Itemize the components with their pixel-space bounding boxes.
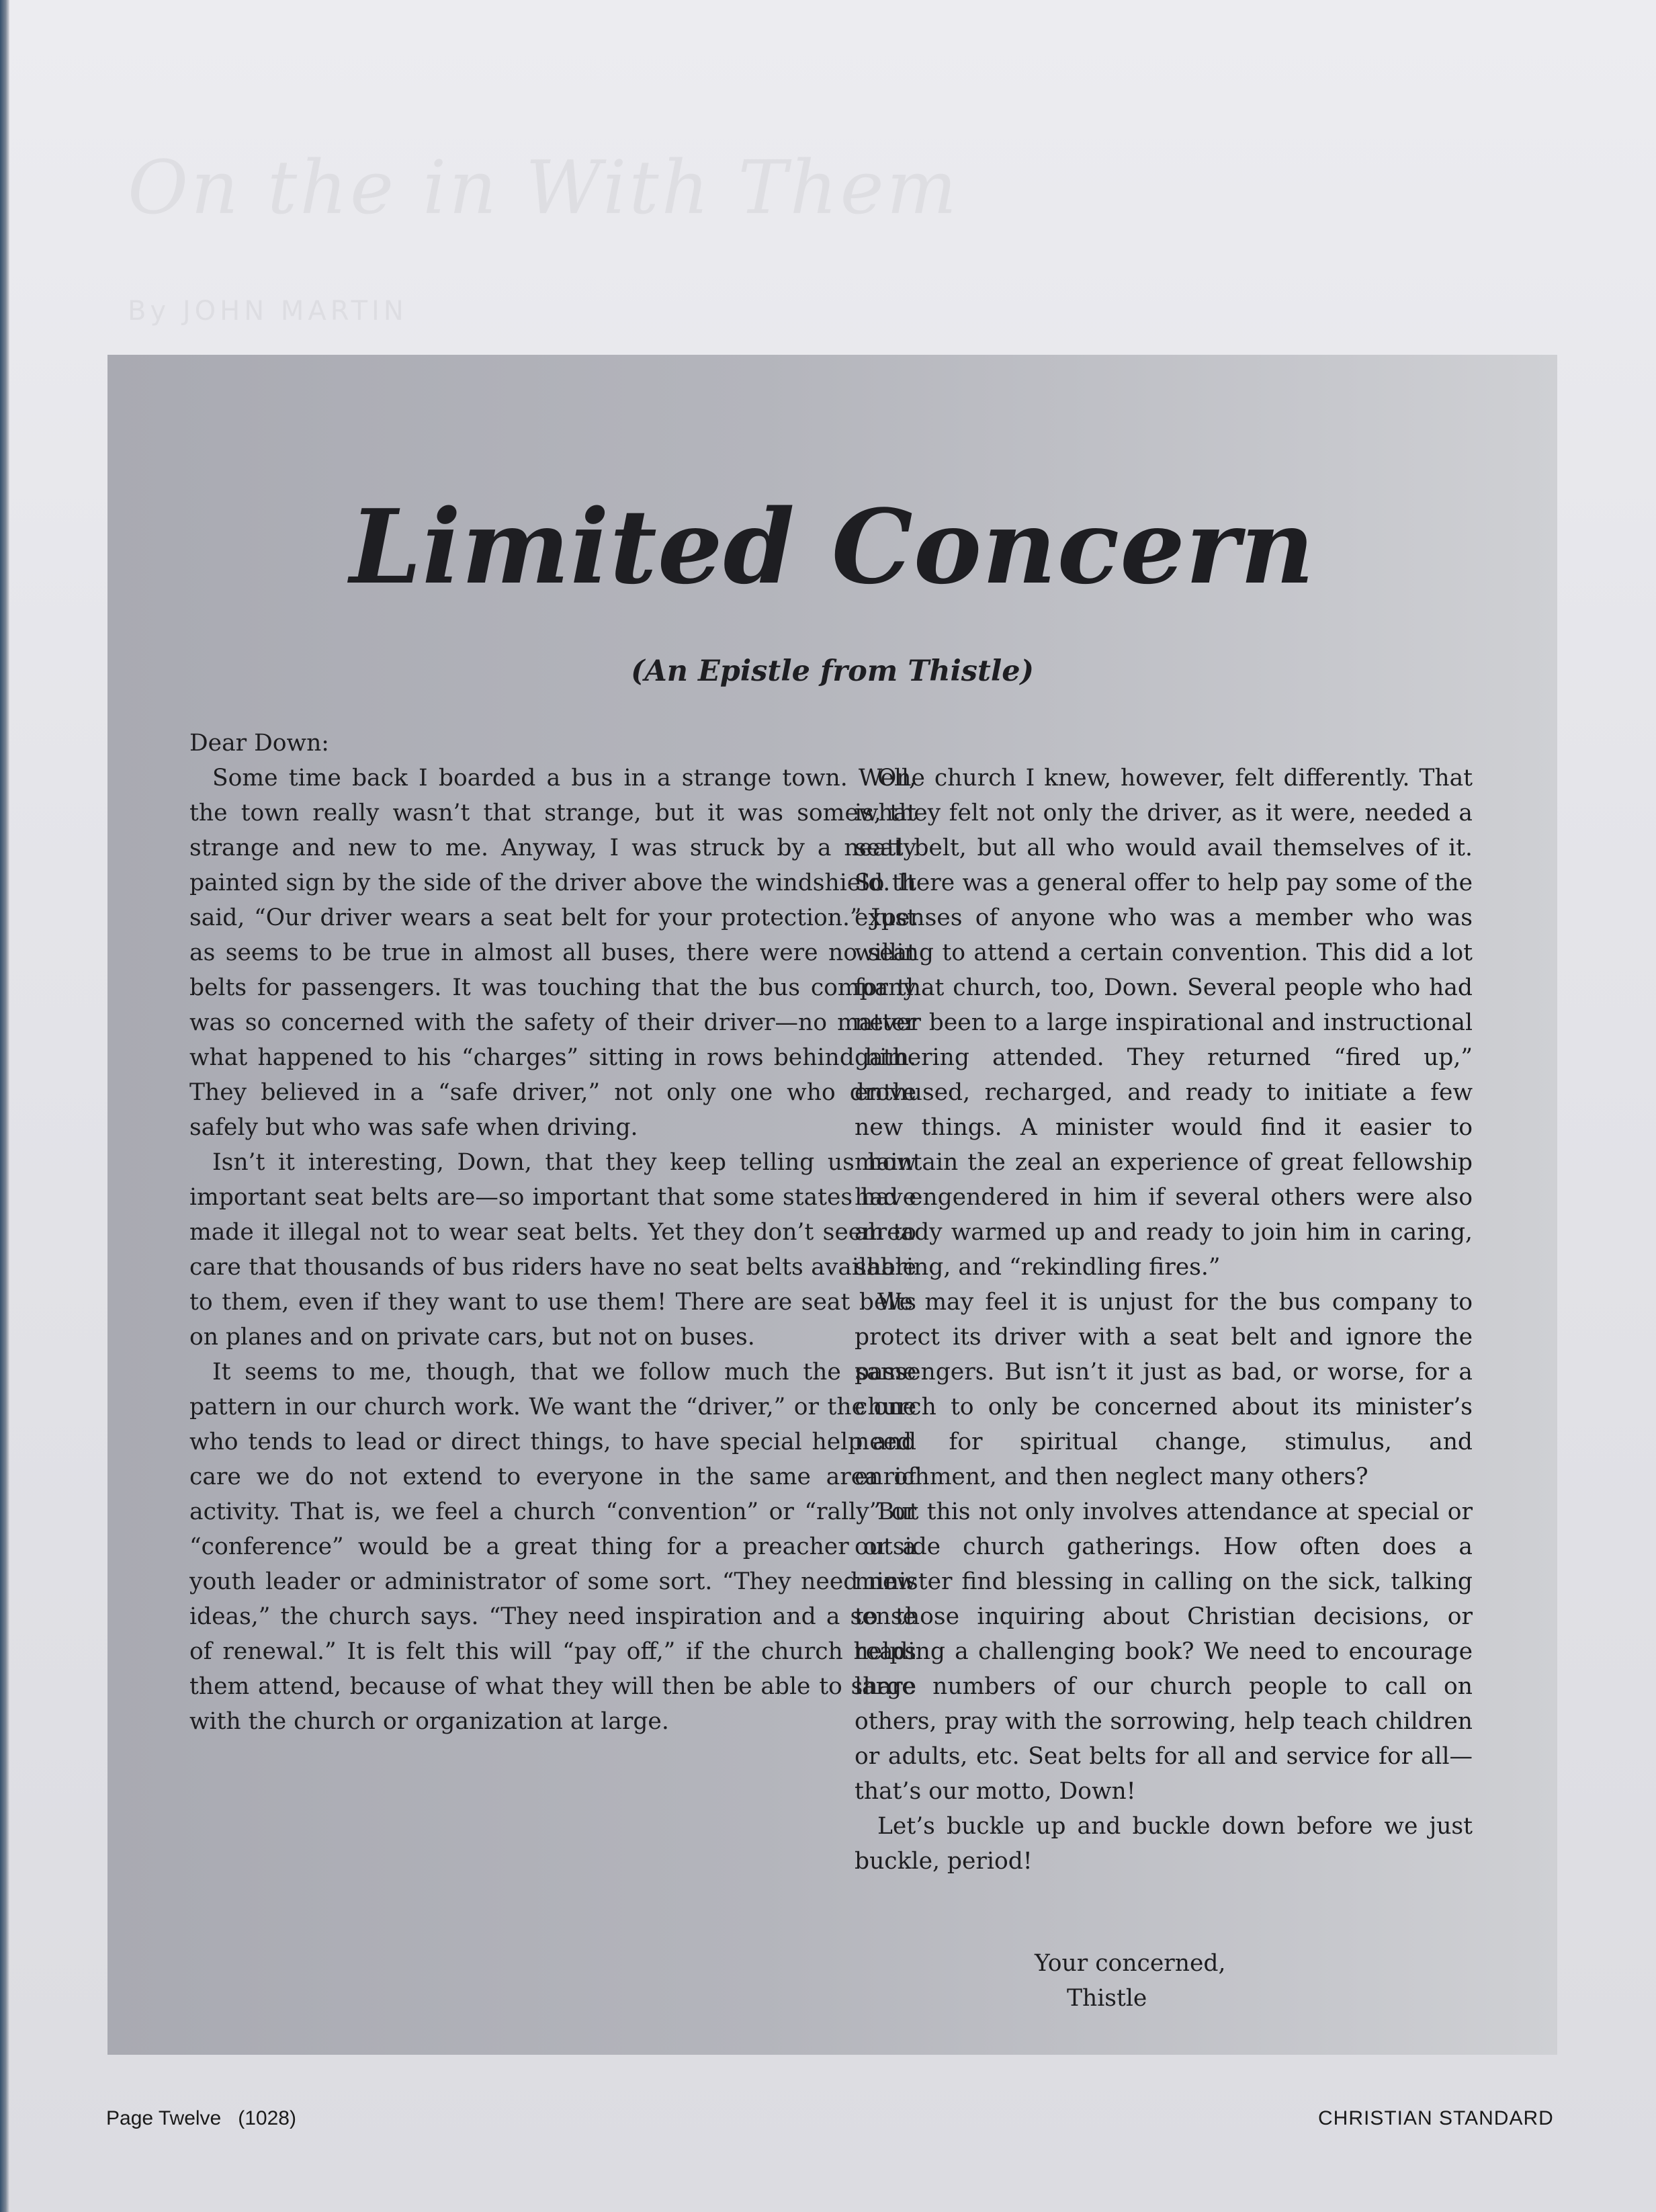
show-through-title: On the in With Them xyxy=(128,144,960,230)
body-paragraph: One church I knew, however, felt differently. That is, they felt not only the driver, as it were, needed a seat belt, but all who would avail themselves of it. So there was a general offer to help pay some of the expenses of anyone who was a member who was willing to attend a certain convention. This did a lot for that church, too, Down. Several people who had never been to a large inspirational and instructional gathering attended. They returned “fired up,” enthused, recharged, and ready to initiate a few new things. A minister would find it easier to maintain the zeal an experience of great fellowship had engendered in him if several others were also already warmed up and ready to join him in caring, sharing, and “rekindling fires.” xyxy=(855,765,1473,1281)
show-through-byline: By JOHN MARTIN xyxy=(128,296,408,327)
left-column xyxy=(189,726,916,1739)
closing-line: Your concerned, xyxy=(1035,1950,1226,1977)
body-paragraph: It seems to me, though, that we follow much the same pattern in our church work. We want the “driver,” or the one who tends to lead or direct things, to have special help and care we do not extend to everyone in the same area of activity. That is, we feel a church “convention” or “rally” or “conference” would be a great thing for a preacher or a youth leader or administrator of some sort. “They need new ideas,” the church says. “They need inspiration and a sense of renewal.” It is felt this will “pay off,” if the church helps them attend, because of what they will then be able to share with the church or organization at large. xyxy=(189,1359,916,1735)
right-column xyxy=(855,761,1473,1879)
article-title: Limited Concern xyxy=(349,486,1315,607)
body-paragraph: Isn’t it interesting, Down, that they keep telling us how important seat belts are—so important that some states have made it illegal not to wear seat belts. Yet they don’t seem to care that thousands of bus riders have no seat belts available to them, even if they want to use them! There are seat belts on planes and on private cars, but not on buses. xyxy=(189,1149,916,1351)
article-panel xyxy=(107,355,1557,2055)
body-paragraph: Some time back I boarded a bus in a strange town. Well, the town really wasn’t that strange, but it was somewhat strange and new to me. Anyway, I was struck by a neatly painted sign by the side of the driver above the windshield. It said, “Our driver wears a seat belt for your protection.” Just as seems to be true in almost all buses, there were no seat belts for passengers. It was touching that the bus company was so concerned with the safety of their driver—no matter what happened to his “charges” sitting in rows behind him. They believed in a “safe driver,” not only one who drove safely but who was safe when driving. xyxy=(189,765,916,1141)
signature: Thistle xyxy=(1067,1985,1147,2012)
body-paragraph: But this not only involves attendance at special or outside church gatherings. How often does a minister find blessing in calling on the sick, talking to those inquiring about Christian decisions, or reading a challenging book? We need to encourage large numbers of our church people to call on others, pray with the sorrowing, help teach children or adults, etc. Seat belts for all and service for all—that’s our motto, Down! xyxy=(855,1498,1473,1805)
salutation: Dear Down: xyxy=(189,730,329,757)
article-subtitle: (An Epistle from Thistle) xyxy=(631,654,1034,688)
page-number: Page Twelve (1028) xyxy=(106,2107,296,2129)
publication-name: CHRISTIAN STANDARD xyxy=(1318,2107,1554,2129)
body-paragraph: Let’s buckle up and buckle down before we just buckle, period! xyxy=(855,1813,1473,1875)
letter-closing xyxy=(1008,1946,1357,2016)
body-paragraph: We may feel it is unjust for the bus company to protect its driver with a seat belt and ignore the passengers. But isn’t it just as bad, or worse, for a church to only be concerned about its minister’s need for spiritual change, stimulus, and enrichment, and then neglect many others? xyxy=(855,1289,1473,1490)
page-binding-edge xyxy=(0,0,9,2212)
